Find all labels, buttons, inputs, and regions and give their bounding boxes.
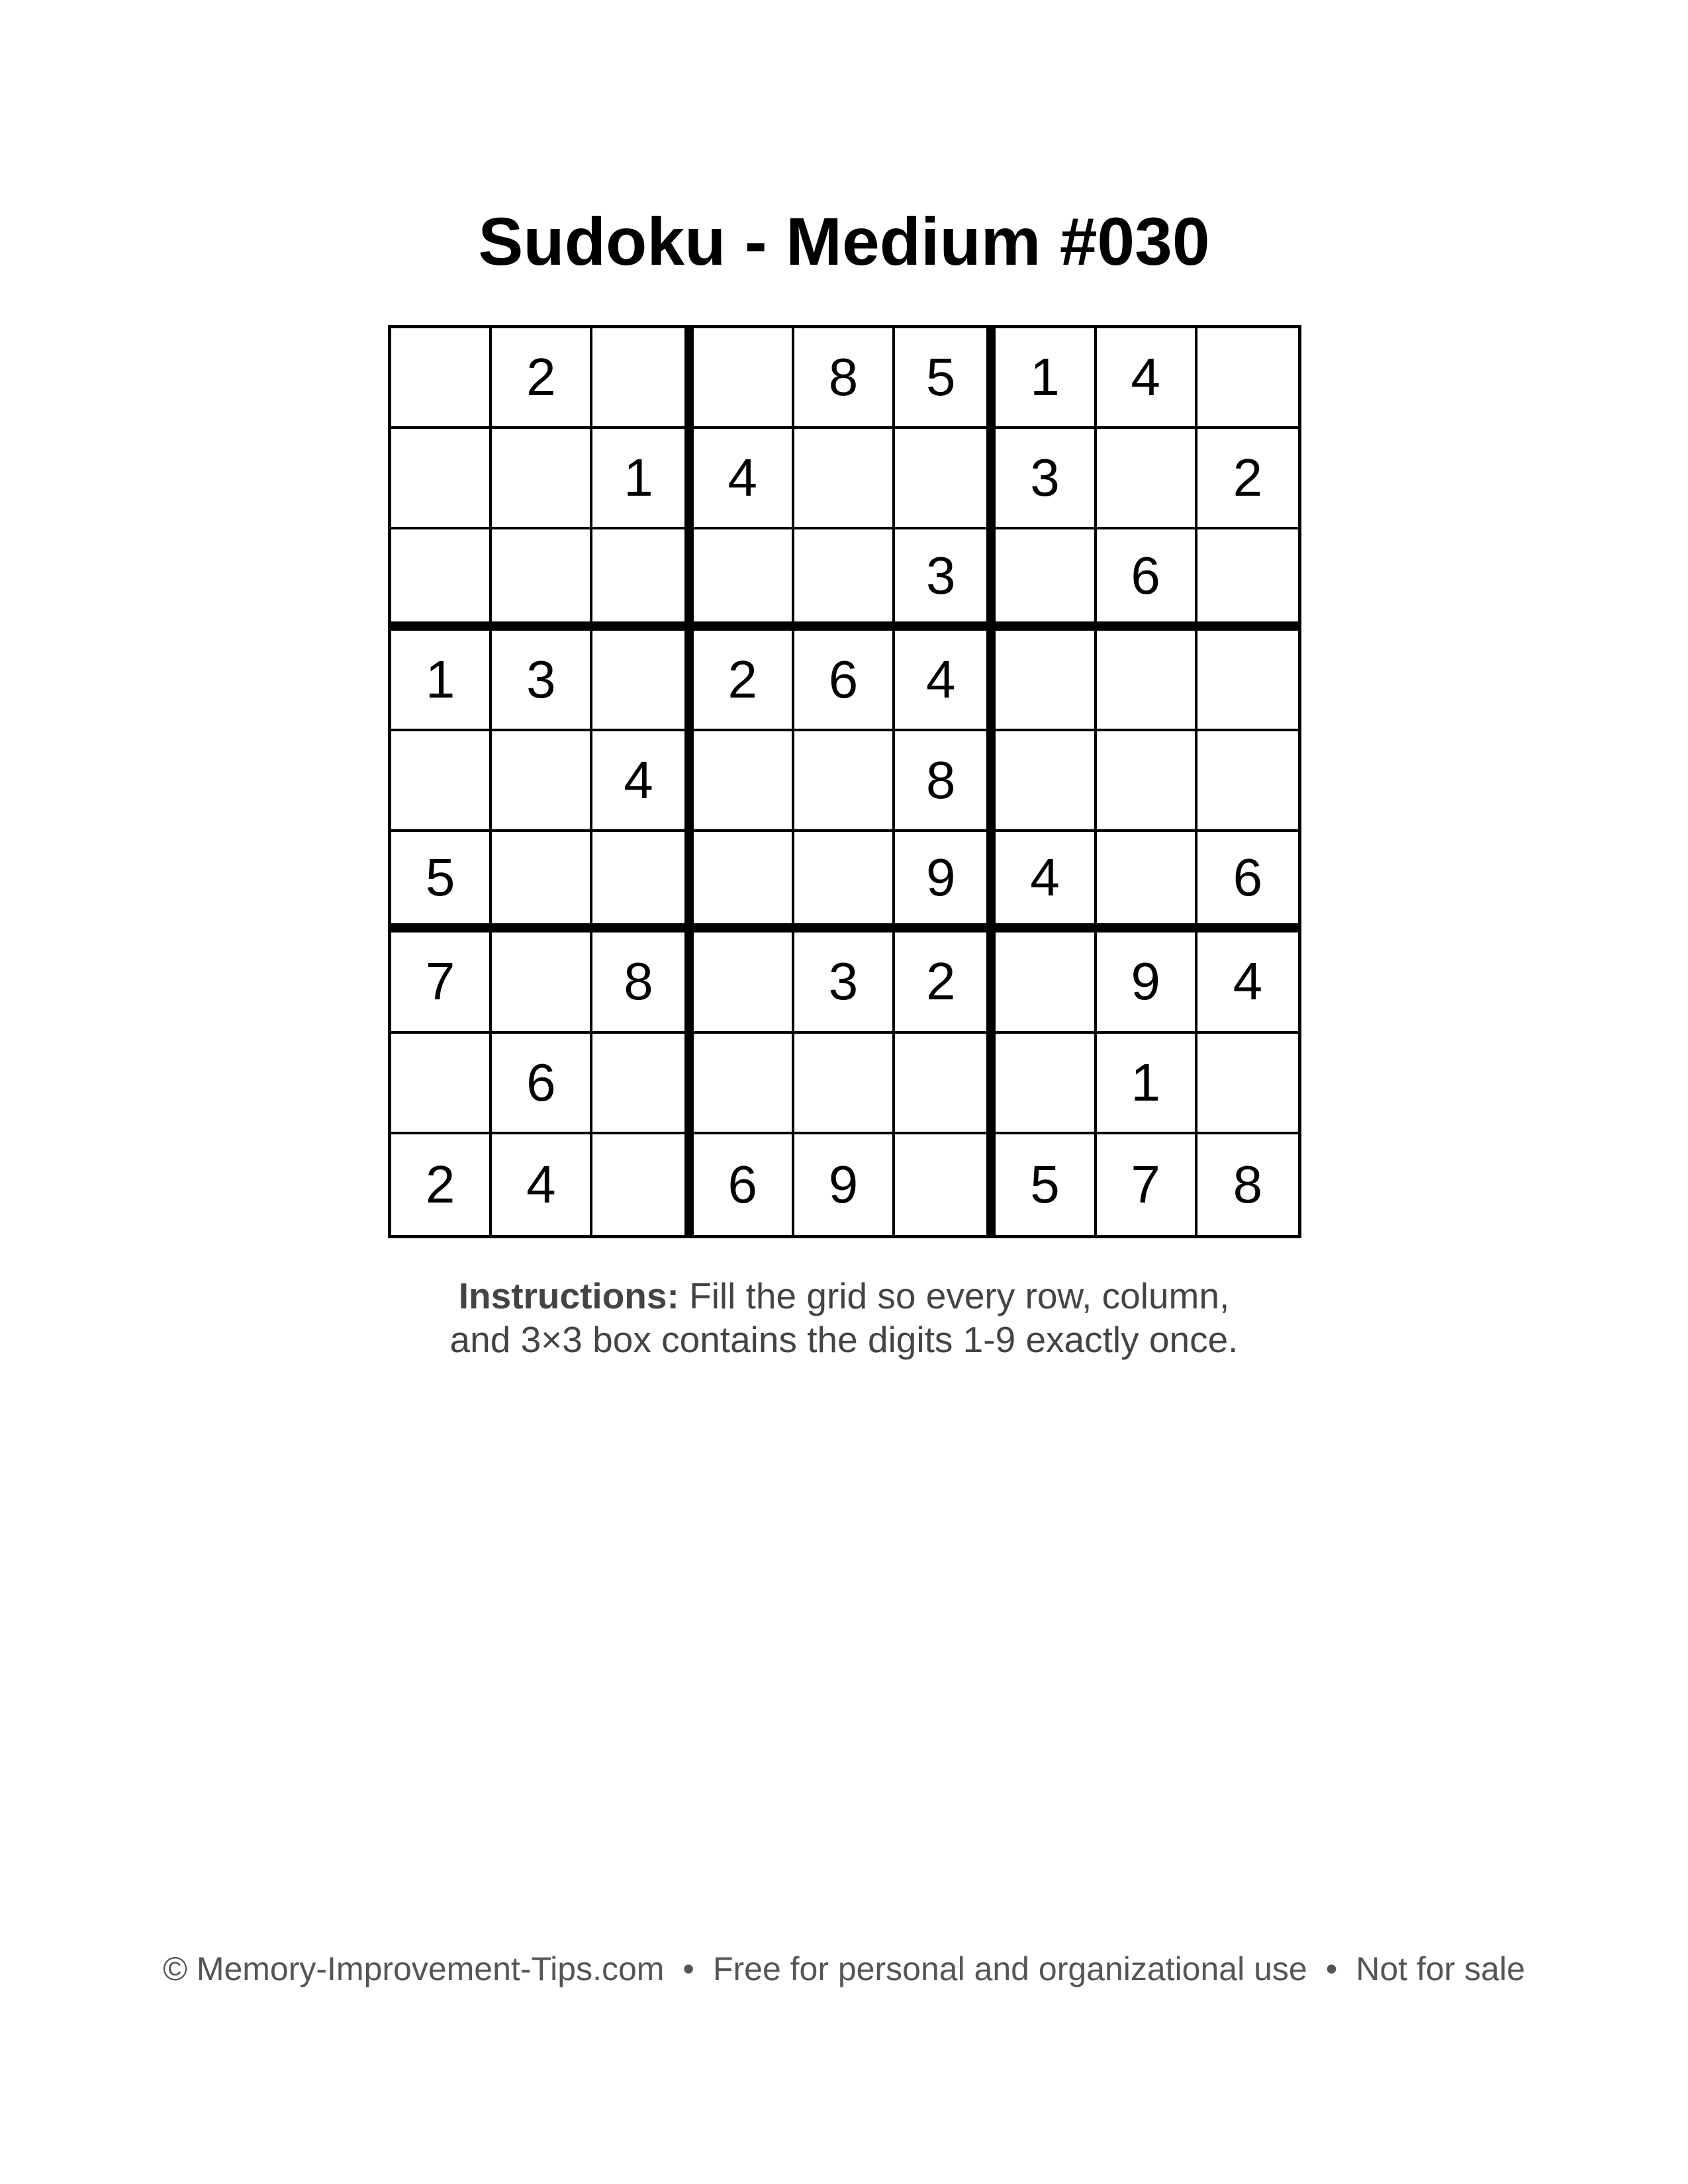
sudoku-cell-r8c3[interactable] (592, 1034, 693, 1134)
sudoku-cell-r7c5[interactable]: 3 (794, 933, 895, 1033)
sudoku-cell-r5c3[interactable]: 4 (592, 731, 693, 832)
sudoku-cell-r1c4[interactable] (694, 328, 794, 429)
page-title: Sudoku - Medium #030 (478, 204, 1210, 279)
sudoku-cell-r2c1[interactable] (391, 429, 492, 529)
sudoku-cell-r7c9[interactable]: 4 (1197, 933, 1298, 1033)
sudoku-cell-r3c6[interactable]: 3 (895, 529, 996, 630)
sudoku-cell-r5c4[interactable] (694, 731, 794, 832)
sudoku-cell-r8c7[interactable] (996, 1034, 1096, 1134)
sudoku-cell-r8c1[interactable] (391, 1034, 492, 1134)
sudoku-cell-r3c4[interactable] (694, 529, 794, 630)
sudoku-cell-r8c6[interactable] (895, 1034, 996, 1134)
sudoku-cell-r2c3[interactable]: 1 (592, 429, 693, 529)
sudoku-cell-r3c9[interactable] (1197, 529, 1298, 630)
sudoku-cell-r3c5[interactable] (794, 529, 895, 630)
sudoku-cell-r4c1[interactable]: 1 (391, 631, 492, 731)
sudoku-cell-r6c2[interactable] (492, 832, 592, 933)
sudoku-cell-r9c5[interactable]: 9 (794, 1134, 895, 1235)
sudoku-cell-r3c2[interactable] (492, 529, 592, 630)
footer-sale: Not for sale (1356, 1950, 1525, 1987)
sudoku-cell-r2c7[interactable]: 3 (996, 429, 1096, 529)
sudoku-cell-r1c2[interactable]: 2 (492, 328, 592, 429)
sudoku-cell-r3c7[interactable] (996, 529, 1096, 630)
footer-separator-2: • (1325, 1950, 1338, 1987)
sudoku-cell-r4c5[interactable]: 6 (794, 631, 895, 731)
sudoku-cell-r8c8[interactable]: 1 (1097, 1034, 1197, 1134)
sudoku-cell-r6c3[interactable] (592, 832, 693, 933)
sudoku-cell-r5c5[interactable] (794, 731, 895, 832)
sudoku-cell-r1c1[interactable] (391, 328, 492, 429)
sudoku-cell-r4c7[interactable] (996, 631, 1096, 731)
sudoku-cell-r5c8[interactable] (1097, 731, 1197, 832)
sudoku-cell-r2c8[interactable] (1097, 429, 1197, 529)
sudoku-cell-r8c4[interactable] (694, 1034, 794, 1134)
sudoku-cell-r4c6[interactable]: 4 (895, 631, 996, 731)
sudoku-cell-r7c7[interactable] (996, 933, 1096, 1033)
sudoku-cell-r3c8[interactable]: 6 (1097, 529, 1197, 630)
sudoku-cell-r4c2[interactable]: 3 (492, 631, 592, 731)
sudoku-cell-r4c9[interactable] (1197, 631, 1298, 731)
sudoku-cell-r9c7[interactable]: 5 (996, 1134, 1096, 1235)
instructions-text-1: Fill the grid so every row, column, (679, 1275, 1230, 1316)
sudoku-cell-r8c5[interactable] (794, 1034, 895, 1134)
sudoku-cell-r4c4[interactable]: 2 (694, 631, 794, 731)
sudoku-cell-r1c8[interactable]: 4 (1097, 328, 1197, 429)
instructions-line-1 (0, 1274, 1688, 1318)
sudoku-cell-r2c2[interactable] (492, 429, 592, 529)
sudoku-cell-r3c1[interactable] (391, 529, 492, 630)
footer-copyright: © Memory-Improvement-Tips.com (163, 1950, 665, 1987)
sudoku-cell-r7c4[interactable] (694, 933, 794, 1033)
footer (0, 1949, 1688, 1989)
sudoku-cell-r9c2[interactable]: 4 (492, 1134, 592, 1235)
sudoku-cell-r1c9[interactable] (1197, 328, 1298, 429)
sudoku-cell-r9c6[interactable] (895, 1134, 996, 1235)
sudoku-cell-r7c3[interactable]: 8 (592, 933, 693, 1033)
sudoku-cell-r6c4[interactable] (694, 832, 794, 933)
sudoku-cell-r5c6[interactable]: 8 (895, 731, 996, 832)
sudoku-cell-r9c3[interactable] (592, 1134, 693, 1235)
sudoku-cell-r4c8[interactable] (1097, 631, 1197, 731)
instructions-text-2: and 3×3 box contains the digits 1-9 exactly once. (449, 1319, 1239, 1360)
footer-separator-1: • (682, 1950, 694, 1987)
sudoku-cell-r9c8[interactable]: 7 (1097, 1134, 1197, 1235)
sudoku-cell-r6c9[interactable]: 6 (1197, 832, 1298, 933)
sudoku-cell-r9c9[interactable]: 8 (1233, 1154, 1263, 1214)
sudoku-cell-r2c6[interactable] (895, 429, 996, 529)
sudoku-cell-r2c4[interactable]: 4 (694, 429, 794, 529)
sudoku-cell-r1c6[interactable]: 5 (895, 328, 996, 429)
sudoku-cell-r1c3[interactable] (592, 328, 693, 429)
sudoku-cell-r3c3[interactable] (592, 529, 693, 630)
sudoku-cell-r1c7[interactable]: 1 (996, 328, 1096, 429)
sudoku-grid (388, 325, 1301, 1238)
sudoku-cell-r6c6[interactable]: 9 (895, 832, 996, 933)
sudoku-cell-r5c9[interactable] (1197, 731, 1298, 832)
sudoku-cell-r6c8[interactable] (1097, 832, 1197, 933)
instructions (0, 1274, 1688, 1361)
sudoku-cell-r9c1[interactable]: 2 (391, 1134, 492, 1235)
sudoku-cell-r7c2[interactable] (492, 933, 592, 1033)
sudoku-cell-r2c9[interactable]: 2 (1197, 429, 1298, 529)
instructions-label: Instructions: (458, 1275, 679, 1316)
sudoku-cell-r8c2[interactable]: 6 (492, 1034, 592, 1134)
sudoku-cell-r5c2[interactable] (492, 731, 592, 832)
sudoku-cell-r7c8[interactable]: 9 (1097, 933, 1197, 1033)
sudoku-cell-r5c7[interactable] (996, 731, 1096, 832)
sudoku-cell-r7c1[interactable]: 7 (391, 933, 492, 1033)
sudoku-cell-r1c5[interactable]: 8 (794, 328, 895, 429)
sudoku-cell-r5c1[interactable] (391, 731, 492, 832)
sudoku-cell-r6c5[interactable] (794, 832, 895, 933)
sudoku-cell-r2c5[interactable] (794, 429, 895, 529)
footer-usage: Free for personal and organizational use (712, 1950, 1307, 1987)
sudoku-cell-r7c6[interactable]: 2 (895, 933, 996, 1033)
sudoku-cell-r9c4[interactable]: 6 (694, 1134, 794, 1235)
sudoku-cell-r8c9[interactable] (1197, 1034, 1298, 1134)
sudoku-cell-r4c3[interactable] (592, 631, 693, 731)
sudoku-cell-r6c7[interactable]: 4 (996, 832, 1096, 933)
sudoku-cell-r6c1[interactable]: 5 (391, 832, 492, 933)
